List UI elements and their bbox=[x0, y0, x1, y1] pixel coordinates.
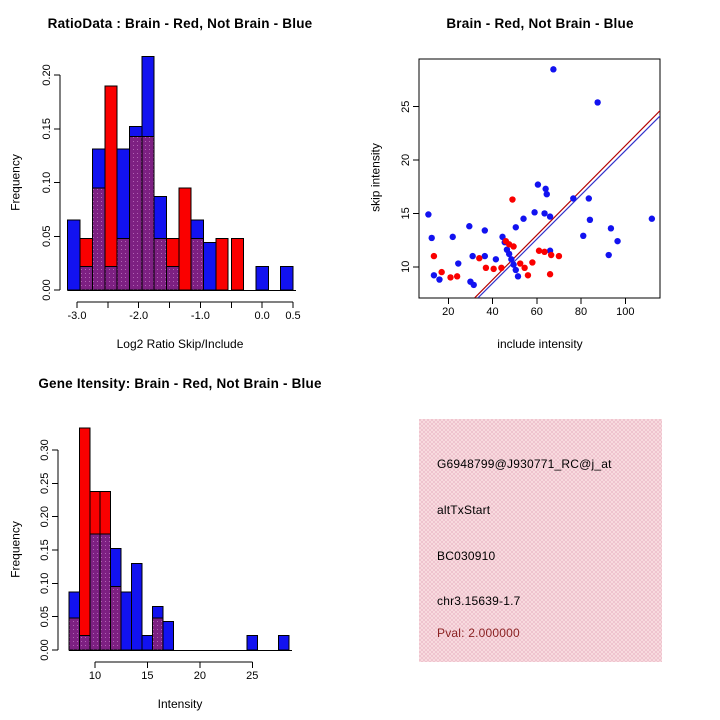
scatter-point bbox=[529, 259, 535, 265]
histogram-bar bbox=[247, 635, 257, 650]
scatter-point bbox=[455, 260, 461, 266]
x-axis bbox=[442, 298, 634, 318]
y-tick-label: 0.30 bbox=[39, 439, 51, 461]
y-tick-label: 0.20 bbox=[39, 505, 51, 528]
y-tick-label: 0.20 bbox=[41, 64, 53, 86]
panel-ratio-histogram bbox=[0, 0, 360, 360]
histogram-bar bbox=[163, 621, 173, 650]
panel-gene-info bbox=[360, 360, 720, 720]
x-tick-label: 10 bbox=[88, 670, 102, 682]
histogram-bar-overlap bbox=[154, 238, 166, 290]
y-tick-label: 10 bbox=[400, 260, 412, 273]
scatter-point bbox=[450, 234, 456, 240]
x-tick-label: 40 bbox=[486, 306, 499, 318]
histogram-bar bbox=[79, 428, 89, 650]
scatter-point bbox=[520, 216, 526, 222]
scatter-point bbox=[521, 265, 527, 271]
pval-text: Pval: 2.000000 bbox=[437, 626, 520, 640]
histogram-bar-overlap bbox=[153, 618, 163, 650]
scatter-point bbox=[476, 255, 482, 261]
scatter-point bbox=[594, 99, 600, 105]
gene-intensity-ylabel: Frequency bbox=[8, 521, 23, 578]
ratio-histogram-title: RatioData : Brain - Red, Not Brain - Blue bbox=[47, 16, 313, 31]
scatter-point bbox=[469, 253, 475, 259]
scatter-point bbox=[614, 238, 620, 244]
panel-gene-intensity-histogram bbox=[0, 360, 360, 720]
scatter-point bbox=[515, 273, 521, 279]
scatter-point bbox=[498, 265, 504, 271]
x-tick-label: -3.0 bbox=[67, 310, 87, 322]
scatter-point bbox=[550, 66, 556, 72]
scatter-point bbox=[531, 209, 537, 215]
histogram-bar-overlap bbox=[80, 266, 92, 290]
scatter-point bbox=[513, 267, 519, 273]
ratio-histogram-chart bbox=[0, 0, 360, 360]
x-tick-label: 100 bbox=[616, 306, 635, 318]
y-tick-label: 0.25 bbox=[39, 472, 51, 495]
scatter-point bbox=[490, 266, 496, 272]
histogram-bar bbox=[256, 266, 268, 290]
gene-intensity-histogram-chart bbox=[0, 360, 360, 720]
x-tick-label: 60 bbox=[530, 306, 543, 318]
scatter-point bbox=[580, 233, 586, 239]
scatter-point bbox=[649, 216, 655, 222]
gene-intensity-title: Gene Itensity: Brain - Red, Not Brain - Blue bbox=[38, 376, 322, 391]
scatter-point bbox=[525, 272, 531, 278]
scatter-point bbox=[570, 195, 576, 201]
scatter-title: Brain - Red, Not Brain - Blue bbox=[446, 16, 634, 31]
probe-id-text: G6948799@J930771_RC@j_at bbox=[437, 457, 612, 471]
intensity-scatter-chart bbox=[360, 0, 720, 360]
x-tick-label: 0.0 bbox=[254, 310, 270, 322]
histogram-bars bbox=[69, 428, 292, 651]
scatter-point bbox=[608, 225, 614, 231]
x-tick-label: 0.5 bbox=[285, 310, 301, 322]
y-tick-label: 20 bbox=[400, 153, 412, 167]
histogram-bar-overlap bbox=[166, 266, 178, 290]
histogram-bars bbox=[68, 57, 296, 291]
y-tick-label: 0.00 bbox=[41, 279, 53, 301]
x-tick-label: 15 bbox=[141, 670, 154, 682]
gene-intensity-xlabel: Intensity bbox=[157, 697, 203, 711]
plot-box bbox=[419, 59, 660, 298]
gene-info-box bbox=[419, 419, 662, 662]
y-axis bbox=[39, 439, 58, 660]
histogram-bar bbox=[121, 592, 131, 650]
scatter-point bbox=[482, 227, 488, 233]
accession-text: BC030910 bbox=[437, 549, 496, 563]
histogram-bar-overlap bbox=[111, 587, 121, 650]
x-tick-label: 20 bbox=[442, 306, 455, 318]
not-brain-fit-line bbox=[478, 113, 663, 298]
y-tick-label: 0.15 bbox=[41, 118, 53, 140]
histogram-bar bbox=[142, 635, 152, 650]
histogram-bar-overlap bbox=[142, 136, 154, 290]
histogram-bar bbox=[68, 220, 80, 290]
y-axis bbox=[41, 64, 60, 300]
scatter-point bbox=[535, 181, 541, 187]
scatter-point bbox=[438, 269, 444, 275]
scatter-xlabel: include intensity bbox=[497, 337, 583, 351]
x-tick-label: -1.0 bbox=[190, 310, 210, 322]
histogram-bar-overlap bbox=[105, 266, 117, 290]
histogram-bar-overlap bbox=[117, 238, 129, 290]
histogram-bar bbox=[231, 238, 243, 290]
y-axis bbox=[400, 101, 419, 273]
scatter-point bbox=[544, 191, 550, 197]
x-tick-label: 80 bbox=[574, 306, 588, 318]
histogram-bar-overlap bbox=[191, 238, 203, 290]
scatter-point bbox=[556, 253, 562, 259]
histogram-bar bbox=[281, 266, 293, 290]
histogram-bar bbox=[204, 243, 216, 290]
locus-text: chr3.15639-1.7 bbox=[437, 594, 521, 608]
scatter-point bbox=[509, 196, 515, 202]
scatter-point bbox=[471, 282, 477, 288]
y-tick-label: 0.05 bbox=[41, 225, 53, 247]
scatter-point bbox=[510, 243, 516, 249]
histogram-bar bbox=[216, 238, 228, 290]
histogram-bar-overlap bbox=[90, 534, 100, 650]
scatter-point bbox=[513, 224, 519, 230]
scatter-point bbox=[586, 195, 592, 201]
histogram-bar-overlap bbox=[92, 188, 104, 290]
y-tick-label: 0.10 bbox=[41, 171, 53, 194]
scatter-point bbox=[606, 252, 612, 258]
y-tick-label: 0.10 bbox=[39, 572, 51, 595]
scatter-points-blue bbox=[425, 66, 655, 288]
y-tick-label: 25 bbox=[400, 100, 412, 113]
event-type-text: altTxStart bbox=[437, 503, 491, 517]
ratio-histogram-xlabel: Log2 Ratio Skip/Include bbox=[116, 337, 244, 351]
histogram-bar bbox=[105, 86, 117, 290]
scatter-point bbox=[466, 223, 472, 229]
histogram-bar-overlap bbox=[100, 534, 110, 650]
scatter-point bbox=[541, 249, 547, 255]
scatter-point bbox=[542, 186, 548, 192]
y-tick-label: 0.15 bbox=[39, 539, 51, 561]
y-tick-label: 15 bbox=[400, 207, 412, 220]
scatter-point bbox=[436, 276, 442, 282]
scatter-point bbox=[587, 217, 593, 223]
scatter-ylabel: skip intensity bbox=[368, 143, 383, 212]
y-tick-label: 0.05 bbox=[39, 605, 51, 628]
scatter-point bbox=[548, 252, 554, 258]
scatter-point bbox=[547, 213, 553, 219]
x-tick-label: 20 bbox=[193, 670, 206, 682]
histogram-bar-overlap bbox=[79, 635, 89, 650]
scatter-point bbox=[547, 271, 553, 277]
histogram-bar bbox=[179, 188, 191, 290]
x-tick-label: -2.0 bbox=[129, 310, 149, 322]
scatter-point bbox=[425, 211, 431, 217]
x-axis bbox=[89, 662, 259, 682]
scatter-point bbox=[454, 273, 460, 279]
scatter-point bbox=[431, 253, 437, 259]
scatter-point bbox=[536, 248, 542, 254]
x-axis bbox=[68, 302, 301, 322]
scatter-point bbox=[493, 256, 499, 262]
scatter-point bbox=[482, 253, 488, 259]
histogram-bar-overlap bbox=[69, 618, 79, 650]
histogram-bar-overlap bbox=[129, 136, 141, 290]
histogram-bar bbox=[132, 563, 142, 650]
x-tick-label: 25 bbox=[246, 670, 259, 682]
histogram-bar bbox=[279, 635, 289, 650]
scatter-point bbox=[429, 235, 435, 241]
scatter-point bbox=[541, 210, 547, 216]
scatter-point bbox=[431, 272, 437, 278]
y-tick-label: 0.00 bbox=[39, 639, 51, 661]
panel-intensity-scatter bbox=[360, 0, 720, 360]
scatter-point bbox=[447, 274, 453, 280]
scatter-point bbox=[483, 265, 489, 271]
ratio-histogram-ylabel: Frequency bbox=[8, 154, 23, 211]
